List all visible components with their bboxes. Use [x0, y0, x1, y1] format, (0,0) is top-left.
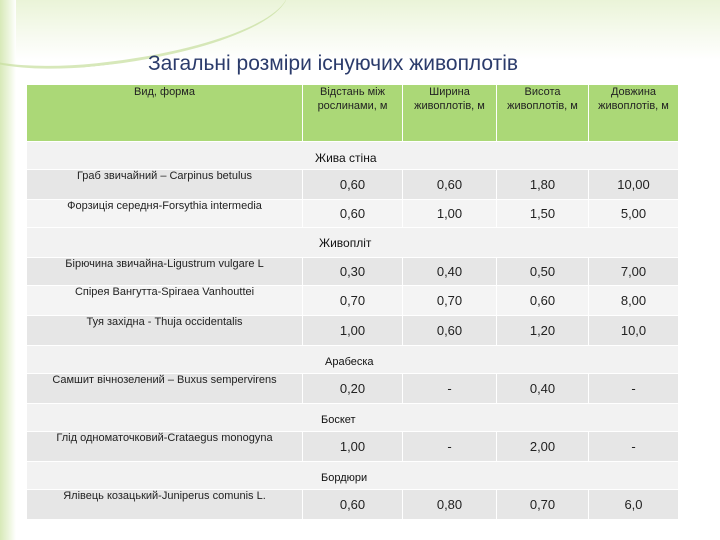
length-cell: 8,00: [589, 286, 679, 316]
height-cell: 0,60: [497, 286, 589, 316]
section-row: [27, 462, 679, 490]
table-row: [27, 432, 679, 462]
length-cell: 10,00: [589, 170, 679, 200]
length-cell: 10,0: [589, 316, 679, 346]
table-row: [27, 490, 679, 520]
height-cell: 2,00: [497, 432, 589, 462]
height-cell: 0,40: [497, 374, 589, 404]
length-cell: 5,00: [589, 200, 679, 228]
height-cell: 1,50: [497, 200, 589, 228]
height-cell: 0,70: [497, 490, 589, 520]
hedge-dimensions-table: [26, 84, 679, 520]
table-row: [27, 286, 679, 316]
distance-cell: 0,30: [303, 258, 403, 286]
width-cell: 0,70: [403, 286, 497, 316]
length-cell: 6,0: [589, 490, 679, 520]
section-row: [27, 142, 679, 170]
table-row: [27, 316, 679, 346]
distance-cell: 1,00: [303, 432, 403, 462]
length-cell: -: [589, 374, 679, 404]
table-row: [27, 170, 679, 200]
width-cell: -: [403, 374, 497, 404]
width-cell: 0,40: [403, 258, 497, 286]
section-label: Живопліт: [319, 235, 372, 250]
species-cell: Спірея Вангутта-Spiraea Vanhouttei: [27, 286, 303, 316]
distance-cell: 0,70: [303, 286, 403, 316]
length-cell: 7,00: [589, 258, 679, 286]
header-length: Довжина живоплотів, м: [589, 85, 679, 142]
section-row: [27, 404, 679, 432]
width-cell: 0,80: [403, 490, 497, 520]
height-cell: 1,80: [497, 170, 589, 200]
section-label: Бордюри: [321, 472, 368, 484]
species-cell: Бірючина звичайна-Ligustrum vulgare L: [27, 258, 303, 286]
header-row: [27, 85, 679, 142]
table-row: [27, 258, 679, 286]
width-cell: 0,60: [403, 316, 497, 346]
distance-cell: 0,60: [303, 200, 403, 228]
distance-cell: 0,60: [303, 490, 403, 520]
table-row: [27, 200, 679, 228]
width-cell: -: [403, 432, 497, 462]
species-cell: Форзиція середня-Forsythia intermedia: [27, 200, 303, 228]
section-row: [27, 346, 679, 374]
header-species: Вид, форма: [27, 85, 303, 142]
header-height: Висота живоплотів, м: [497, 85, 589, 142]
distance-cell: 1,00: [303, 316, 403, 346]
species-cell: Глід одноматочковий-Crataegus monogyna: [27, 432, 303, 462]
section-label: Боскет: [321, 414, 356, 426]
species-cell: Туя західна - Thuja occidentalis: [27, 316, 303, 346]
slide-title: Загальні розміри існуючих живоплотів: [148, 52, 519, 75]
section-label: Жива стіна: [315, 151, 377, 165]
section-label: Арабеска: [325, 356, 374, 368]
length-cell: -: [589, 432, 679, 462]
header-distance: Відстань між рослинами, м: [303, 85, 403, 142]
height-cell: 1,20: [497, 316, 589, 346]
species-cell: Самшит вічнозелений – Buxus sempervirens: [27, 374, 303, 404]
section-row: [27, 228, 679, 258]
distance-cell: 0,60: [303, 170, 403, 200]
distance-cell: 0,20: [303, 374, 403, 404]
width-cell: 1,00: [403, 200, 497, 228]
height-cell: 0,50: [497, 258, 589, 286]
species-cell: Ялівець козацький-Juniperus comunis L.: [27, 490, 303, 520]
species-cell: Граб звичайний – Carpinus betulus: [27, 170, 303, 200]
width-cell: 0,60: [403, 170, 497, 200]
table-row: [27, 374, 679, 404]
header-width: Ширина живоплотів, м: [403, 85, 497, 142]
left-decoration: [0, 0, 16, 540]
